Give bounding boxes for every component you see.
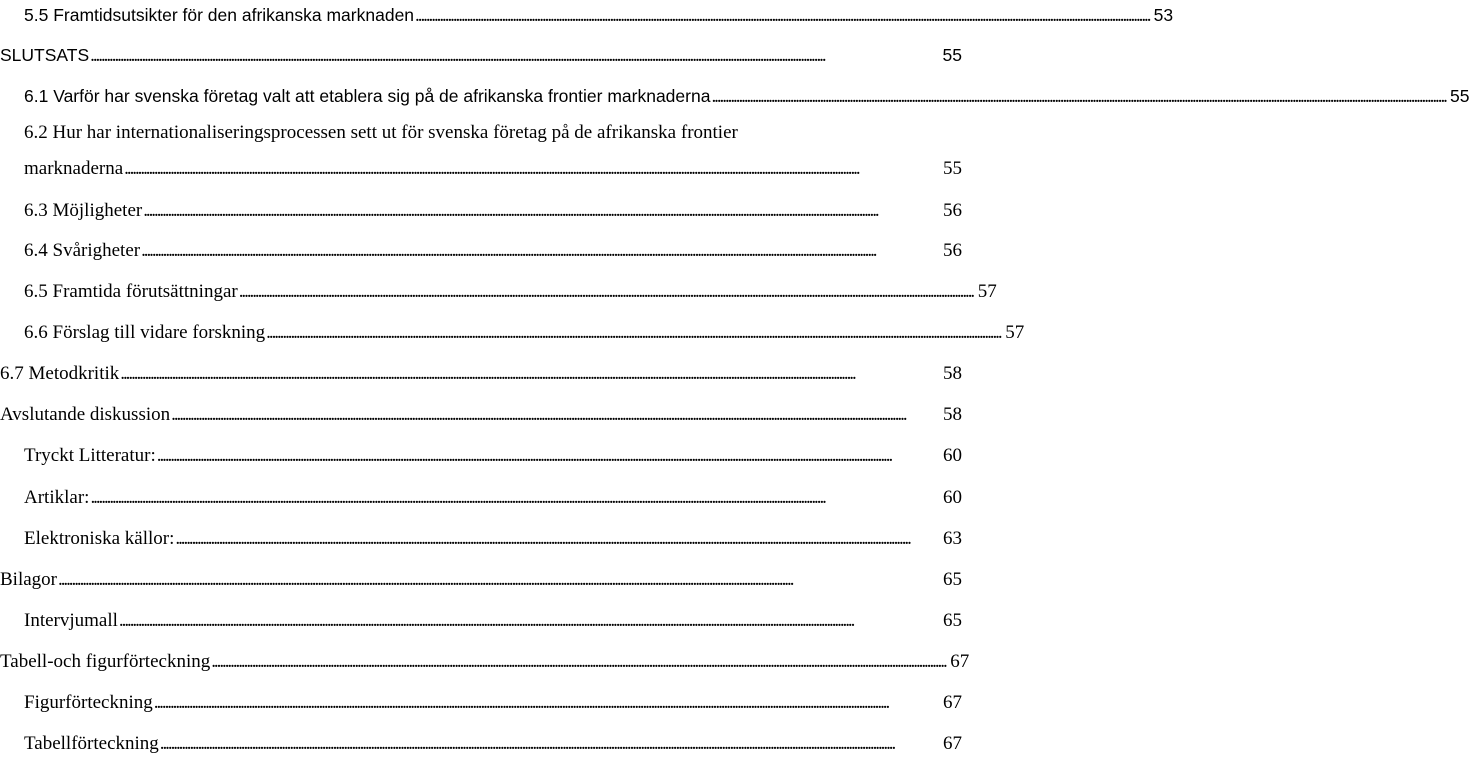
- toc-page-number: 58: [943, 404, 962, 425]
- toc-page-number: 57: [977, 281, 997, 302]
- toc-entry-title: Tryckt Litteratur:: [24, 445, 156, 466]
- toc-entry[interactable]: [0, 729, 962, 755]
- toc-dot-leader: [90, 45, 937, 67]
- toc-entry[interactable]: [0, 359, 962, 385]
- toc-entry[interactable]: [0, 1, 1174, 27]
- toc-dot-leader: [120, 363, 937, 385]
- toc-entry[interactable]: [0, 647, 970, 673]
- toc-entry[interactable]: [0, 277, 997, 303]
- toc-entry-wrapped[interactable]: [0, 122, 962, 180]
- toc-entry-title: 6.7 Metodkritik: [0, 363, 120, 384]
- toc-entry-title: 6.4 Svårigheter: [24, 240, 141, 261]
- toc-dot-leader: [211, 651, 944, 673]
- toc-page-number: 56: [943, 240, 962, 261]
- toc-dot-leader: [239, 281, 972, 303]
- toc-entry-title: Elektroniska källor:: [24, 528, 175, 549]
- toc-entry-title: Intervjumall: [24, 610, 118, 631]
- toc-dot-leader: [143, 200, 937, 222]
- toc-page-number: 65: [943, 569, 962, 590]
- toc-entry[interactable]: [0, 441, 962, 467]
- toc-page-number: 67: [950, 651, 970, 672]
- toc-page-number: 57: [1005, 322, 1025, 343]
- toc-dot-leader: [157, 445, 937, 467]
- toc-entry-title-continuation: marknaderna: [24, 158, 124, 179]
- toc-entry[interactable]: [0, 82, 1470, 108]
- toc-entry-title: 6.2 Hur har internationaliseringsprocessen sett ut för svenska företag på de afrikanska frontier: [24, 122, 738, 143]
- toc-entry[interactable]: [0, 565, 962, 591]
- toc-entry[interactable]: [0, 318, 1025, 344]
- toc-dot-leader: [119, 610, 937, 632]
- toc-dot-leader: [415, 5, 1148, 27]
- toc-entry-title: SLUTSATS: [0, 45, 90, 65]
- toc-entry[interactable]: [0, 524, 962, 550]
- toc-page-number: 55: [1450, 86, 1470, 106]
- toc-entry-title: Avslutande diskussion: [0, 404, 171, 425]
- toc-entry-title: 6.5 Framtida förutsättningar: [24, 281, 238, 302]
- toc-dot-leader: [171, 404, 937, 426]
- toc-entry-title: 6.1 Varför har svenska företag valt att etablera sig på de afrikanska frontier marknaderna: [24, 86, 711, 106]
- toc-entry-title: 6.3 Möjligheter: [24, 200, 143, 221]
- toc-page-number: 60: [943, 487, 962, 508]
- toc-dot-leader: [141, 240, 937, 262]
- toc-entry[interactable]: [0, 483, 962, 509]
- toc-entry-title: 5.5 Framtidsutsikter för den afrikanska marknaden: [24, 5, 415, 25]
- toc-dot-leader: [58, 569, 937, 591]
- toc-entry-title: 6.6 Förslag till vidare forskning: [24, 322, 266, 343]
- toc-page-number: 60: [943, 445, 962, 466]
- toc-entry[interactable]: [0, 41, 962, 67]
- toc-page-number: 67: [943, 733, 962, 754]
- toc-entry-title: Artiklar:: [24, 487, 90, 508]
- toc-entry-title: Figurförteckning: [24, 692, 153, 713]
- toc-dot-leader: [90, 487, 937, 509]
- toc-page-number: 55: [943, 158, 962, 179]
- toc-dot-leader: [175, 528, 937, 550]
- toc-page-number: 65: [943, 610, 962, 631]
- toc-page-number: 63: [943, 528, 962, 549]
- toc-entry-title: Tabell-och figurförteckning: [0, 651, 211, 672]
- toc-entry[interactable]: [0, 606, 962, 632]
- toc-page-number: 53: [1153, 5, 1174, 25]
- toc-page-number: 55: [942, 45, 962, 65]
- toc-dot-leader: [711, 86, 1444, 108]
- toc-entry-title: Tabellförteckning: [24, 733, 159, 754]
- toc-entry[interactable]: [0, 688, 962, 714]
- toc-dot-leader: [124, 158, 937, 180]
- toc-page-number: 58: [943, 363, 962, 384]
- toc-page-number: 56: [943, 200, 962, 221]
- toc-entry-title: Bilagor: [0, 569, 57, 590]
- toc-dot-leader: [160, 733, 937, 755]
- toc-entry[interactable]: [0, 196, 962, 222]
- toc-entry[interactable]: [0, 400, 962, 426]
- toc-dot-leader: [266, 322, 999, 344]
- toc-dot-leader: [154, 692, 937, 714]
- toc-page-number: 67: [943, 692, 962, 713]
- toc-entry[interactable]: [0, 236, 962, 262]
